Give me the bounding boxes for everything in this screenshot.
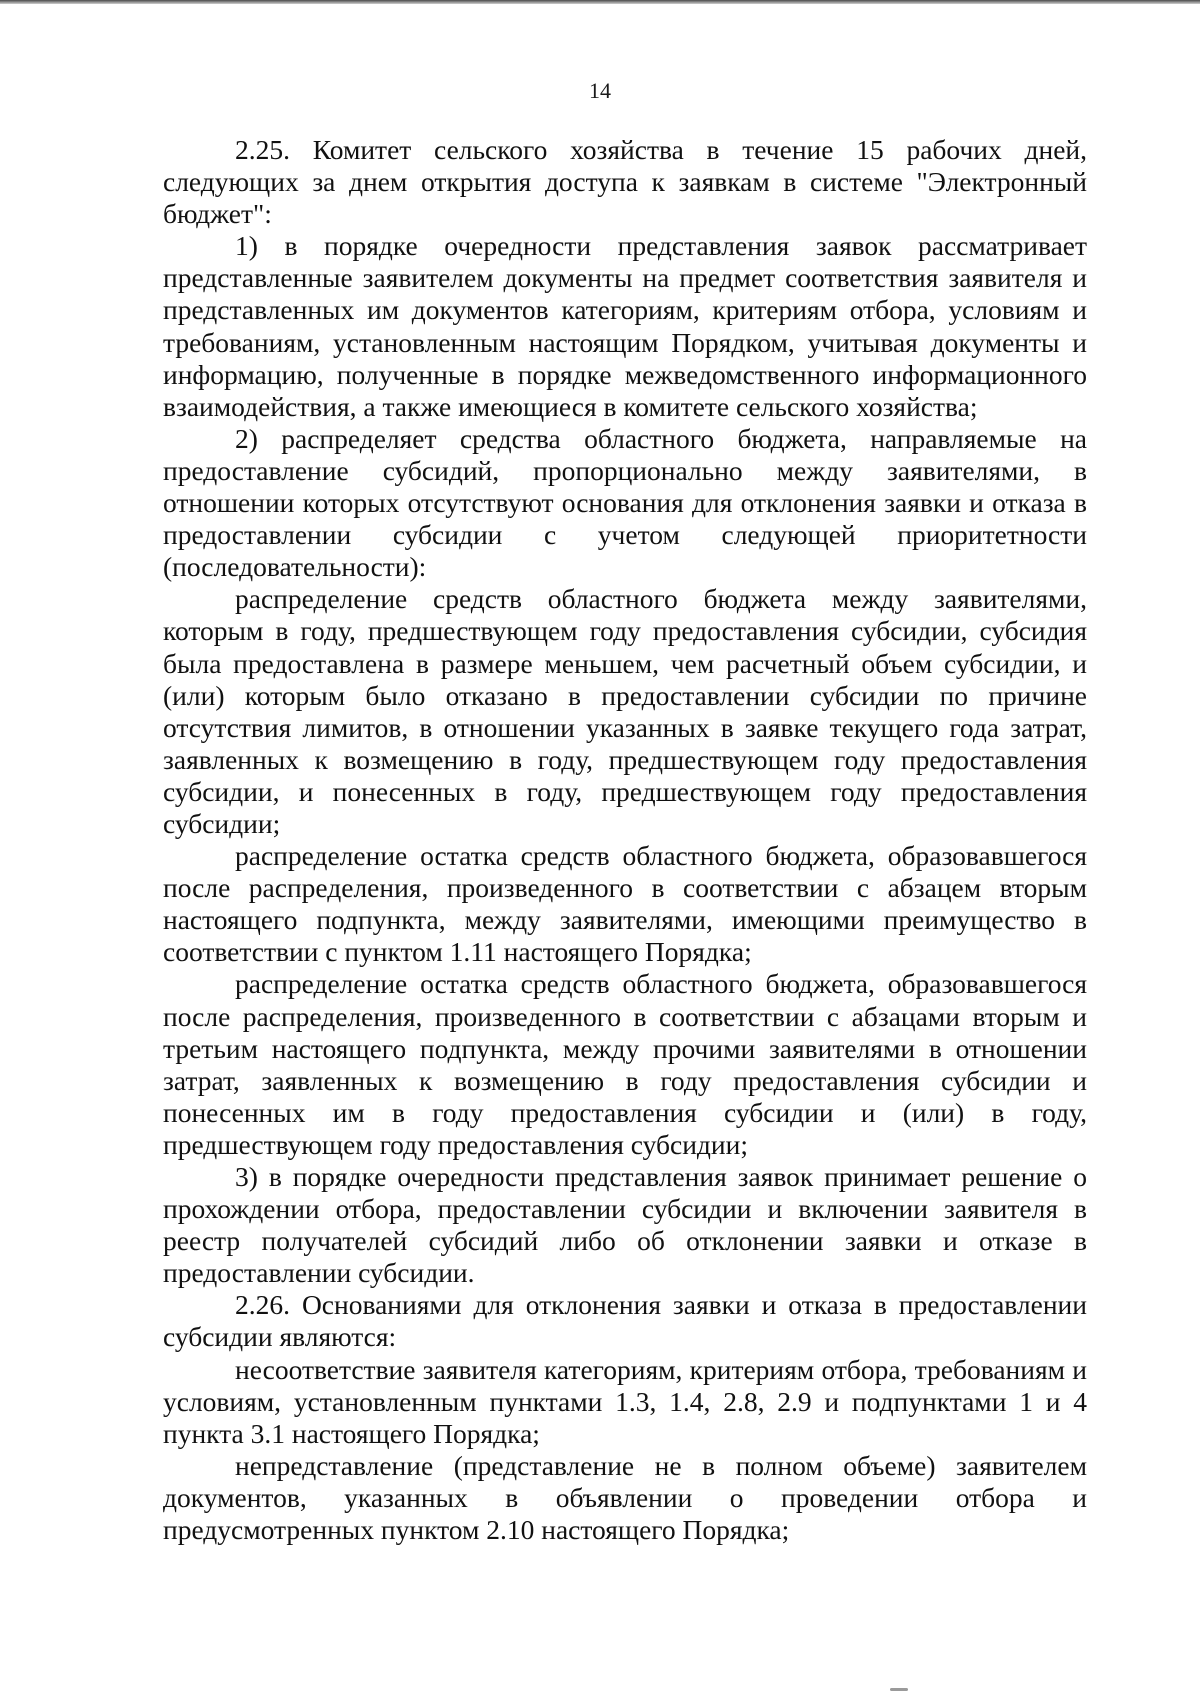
paragraph-priority-2: распределение остатка средств областного бюджета, образовавшегося после распределения, произведенного в соответствии с абзацем вторым настоящего подпункта, между заявителями, имеющими преимущество в соответствии с пунктом 1.11 настоящего Порядка; [163,840,1087,968]
paragraph-2-25: 2.25. Комитет сельского хозяйства в течение 15 рабочих дней, следующих за днем открытия доступа к заявкам в системе "Электронный бюджет": [163,134,1087,230]
document-body [163,134,1087,1546]
scan-top-edge [0,0,1200,4]
paragraph-priority-1: распределение средств областного бюджета между заявителями, которым в году, предшествующем году предоставления субсидии, субсидия была предоставлена в размере меньшем, чем расчетный объем субсидии, и (или) которым было отказано в предоставлении субсидии по причине отсутствия лимитов, в отношении указанных в заявке текущего года затрат, заявленных к возмещению в году, предшествующем году предоставления субсидии, и понесенных в году, предшествующем году предоставления субсидии; [163,583,1087,839]
scan-artifact [890,1688,908,1691]
paragraph-ground-2: непредставление (представление не в полном объеме) заявителем документов, указанных в объявлении о проведении отбора и предусмотренных пунктом 2.10 настоящего Порядка; [163,1449,1087,1546]
paragraph-item-2: 2) распределяет средства областного бюджета, направляемые на предоставление субсидий, пропорционально между заявителями, в отношении которых отсутствуют основания для отклонения заявки и отказа в предоставлении субсидии с учетом следующей приоритетности (последовательности): [163,422,1087,583]
paragraph-item-1: 1) в порядке очередности представления заявок рассматривает представленные заявителем документы на предмет соответствия заявителя и представленных им документов категориям, критериям отбора, условиям и требованиям, установленным настоящим Порядком, учитывая документы и информацию, полученные в порядке межведомственного информационного взаимодействия, а также имеющиеся в комитете сельского хозяйства; [163,230,1087,422]
page-number: 14 [589,78,611,103]
paragraph-2-26: 2.26. Основаниями для отклонения заявки и отказа в предоставлении субсидии являются: [163,1289,1087,1353]
paragraph-ground-1: несоответствие заявителя категориям, критериям отбора, требованиям и условиям, установленным пунктами 1.3, 1.4, 2.8, 2.9 и подпунктами 1 и 4 пункта 3.1 настоящего Порядка; [163,1353,1087,1449]
paragraph-priority-3: распределение остатка средств областного бюджета, образовавшегося после распределения, произведенного в соответствии с абзацами вторым и третьим настоящего подпункта, между прочими заявителями в отношении затрат, заявленных к возмещению в году предоставления субсидии и понесенных им в году предоставления субсидии и (или) в году, предшествующем году предоставления субсидии; [163,968,1087,1160]
paragraph-item-3: 3) в порядке очередности представления заявок принимает решение о прохождении отбора, предоставлении субсидии и включении заявителя в реестр получателей субсидий либо об отклонении заявки и отказе в предоставлении субсидии. [163,1161,1087,1289]
